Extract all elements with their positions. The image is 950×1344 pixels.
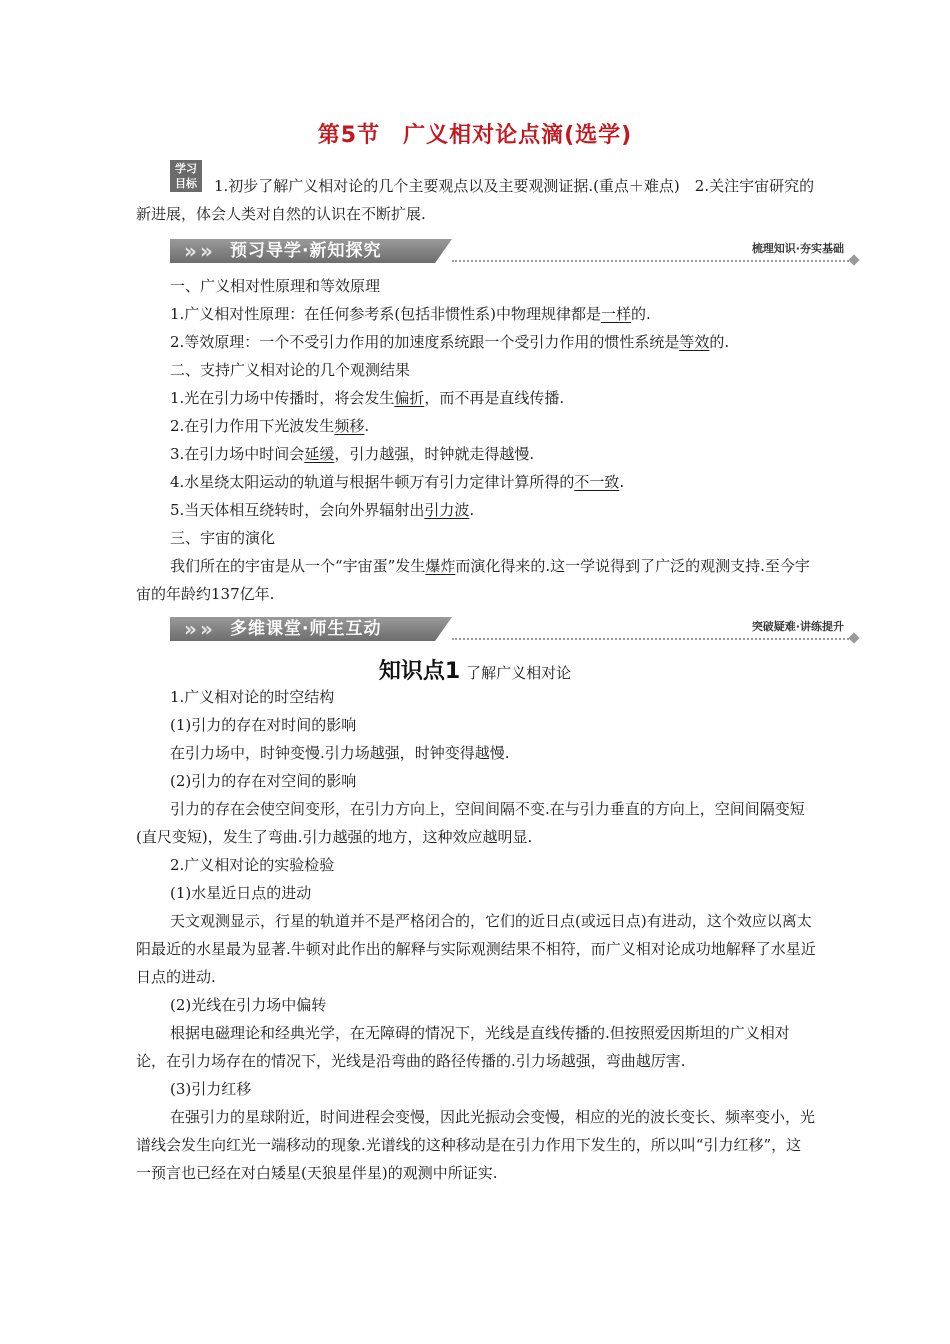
banner-dotted-line — [452, 638, 852, 640]
answer-underline: 爆炸 — [425, 557, 456, 575]
section-heading: 二、支持广义相对论的几个观测结果 — [170, 361, 411, 379]
subsection-heading: (1)引力的存在对时间的影响 — [170, 716, 357, 734]
list-item: 2.等效原理：一个不受引力作用的加速度系统跟一个受引力作用的惯性系统是等效的. — [170, 333, 730, 351]
paragraph: 在强引力的星球附近，时间进程会变慢，因此光振动会变慢，相应的光的波长变长、频率变小，光谱线会发生向红光一端移动的现象.光谱线的这种移动是在引力作用下发生的，所以叫“引力红移”，这一预言也已经在对白矮星(天狼星伴星)的观测中所证实. — [136, 1108, 816, 1182]
learning-objectives-text — [136, 172, 816, 228]
list-item: 1.光在引力场中传播时，将会发生偏折，而不再是直线传播. — [170, 389, 565, 407]
knowledge-section — [136, 683, 816, 1187]
preview-section — [136, 272, 816, 608]
banner-side-text: 突破疑难·讲练提升 — [751, 620, 844, 633]
knowledge-point-heading — [0, 654, 950, 685]
paragraph: 在引力场中，时钟变慢.引力场越强，时钟变得越慢. — [170, 744, 510, 762]
answer-underline: 频移 — [334, 417, 365, 435]
banner-label: 预习导学·新知探究 — [230, 241, 382, 261]
banner-label: 多维课堂·师生互动 — [230, 619, 382, 639]
subsection-heading: (1)水星近日点的进动 — [170, 884, 312, 902]
objectives-content: 1.初步了解广义相对论的几个主要观点以及主要观测证据.(重点＋难点) 2.关注宇宙研究的新进展，体会人类对自然的认识在不断扩展. — [136, 177, 815, 223]
section-banner-preview — [170, 236, 860, 266]
paragraph: 我们所在的宇宙是从一个“宇宙蛋”发生爆炸而演化得来的.这一学说得到了广泛的观测支持.至今宇宙的年龄约137亿年. — [136, 557, 810, 603]
chevron-right-icon: » — [184, 239, 197, 263]
list-item: 4.水星绕太阳运动的轨道与根据牛顿万有引力定律计算所得的不一致. — [170, 473, 625, 491]
chevron-right-icon: » — [184, 617, 197, 641]
answer-underline: 一样 — [601, 305, 632, 323]
chevron-right-icon: » — [200, 239, 213, 263]
list-item: 1.广义相对性原理：在任何参考系(包括非惯性系)中物理规律都是一样的. — [170, 305, 651, 323]
banner-dotted-line — [452, 260, 852, 262]
list-item: 3.在引力场中时间会延缓，引力越强，时钟就走得越慢. — [170, 445, 535, 463]
paragraph: 天文观测显示，行星的轨道并不是严格闭合的，它们的近日点(或远日点)有进动，这个效应以离太阳最近的水星最为显著.牛顿对此作出的解释与实际观测结果不相符，而广义相对论成功地解释了水星近日点的进动. — [136, 912, 816, 986]
page-title: 第5节 广义相对论点滴(选学) — [317, 123, 633, 148]
chevron-right-icon: » — [200, 617, 213, 641]
section-banner-classroom — [170, 614, 860, 644]
list-item: 5.当天体相互绕转时，会向外界辐射出引力波. — [170, 501, 475, 519]
knowledge-point-number: 知识点1 — [378, 659, 461, 684]
diamond-icon — [848, 254, 859, 265]
knowledge-point-title: 了解广义相对论 — [466, 664, 572, 682]
banner-side-text: 梳理知识·夯实基础 — [751, 242, 844, 255]
list-item: 2.在引力作用下光波发生频移. — [170, 417, 370, 435]
subsection-heading: (2)引力的存在对空间的影响 — [170, 772, 357, 790]
answer-underline: 引力波 — [424, 501, 470, 519]
diamond-icon — [848, 632, 859, 643]
answer-underline: 等效 — [679, 333, 710, 351]
paragraph: 根据电磁理论和经典光学，在无障碍的情况下，光线是直线传播的.但按照爱因斯坦的广义相对论，在引力场存在的情况下，光线是沿弯曲的路径传播的.引力场越强，弯曲越厉害. — [136, 1024, 790, 1070]
badge-line-2: 目标 — [175, 177, 197, 190]
paragraph: 引力的存在会使空间变形，在引力方向上，空间间隔不变.在与引力垂直的方向上，空间间隔变短(直尺变短)，发生了弯曲.引力越强的地方，这种效应越明显. — [136, 800, 805, 846]
subsection-heading: 1.广义相对论的时空结构 — [170, 688, 335, 706]
section-heading: 一、广义相对性原理和等效原理 — [170, 277, 381, 295]
section-heading: 三、宇宙的演化 — [170, 529, 276, 547]
badge-line-1: 学习 — [175, 162, 197, 175]
answer-underline: 偏折 — [394, 389, 425, 407]
answer-underline: 不一致 — [574, 473, 620, 491]
subsection-heading: (2)光线在引力场中偏转 — [170, 996, 327, 1014]
subsection-heading: (3)引力红移 — [170, 1080, 252, 1098]
answer-underline: 延缓 — [304, 445, 335, 463]
subsection-heading: 2.广义相对论的实验检验 — [170, 856, 335, 874]
